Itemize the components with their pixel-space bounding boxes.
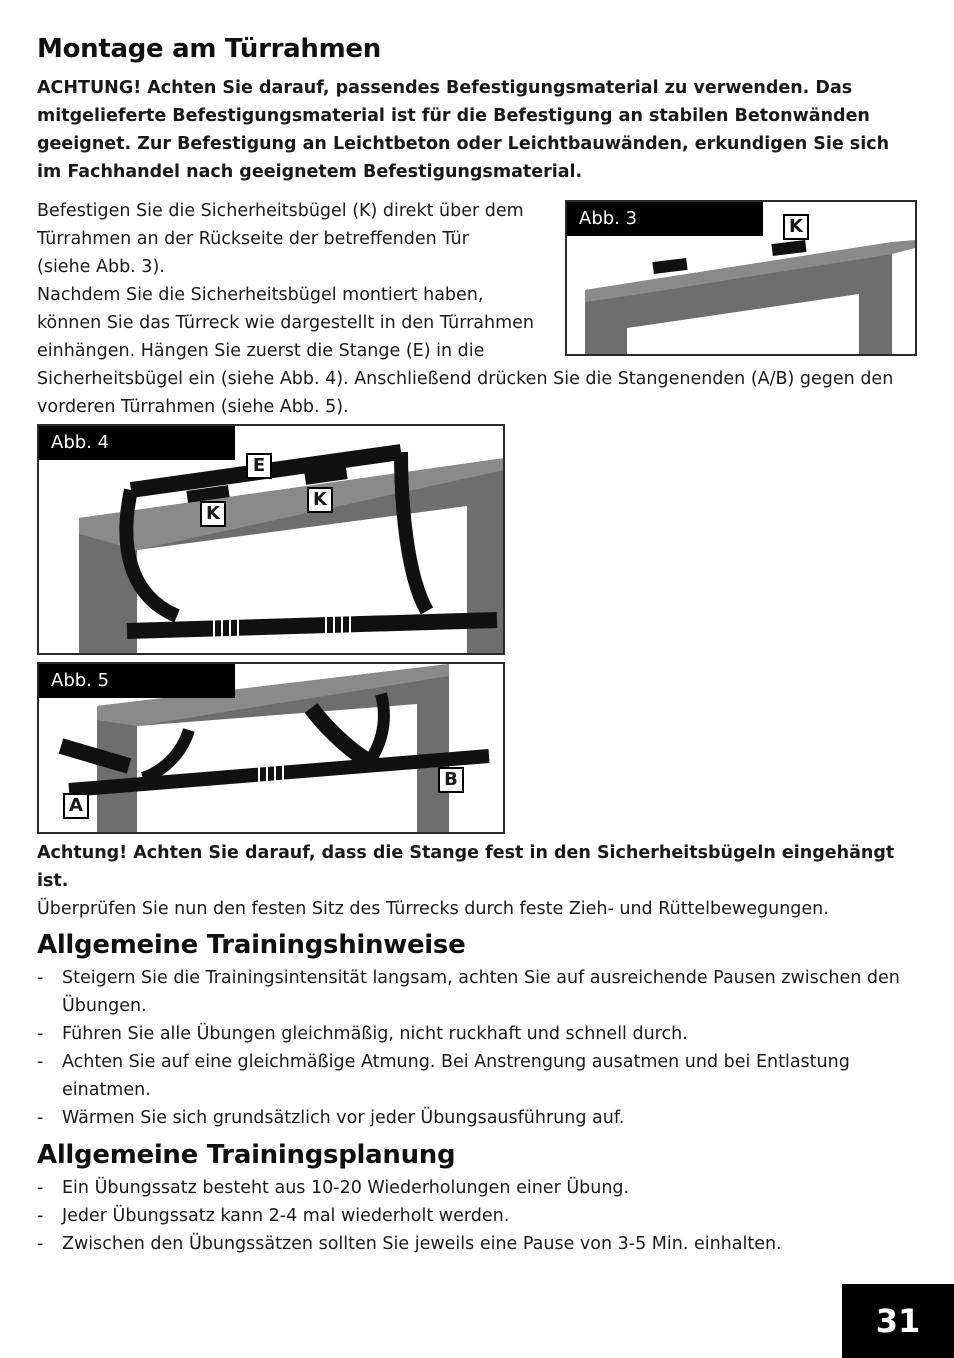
label-k: K xyxy=(200,501,226,527)
list-item: - Führen Sie alle Übungen gleichmäßig, nicht ruckhaft und schnell durch. xyxy=(37,1020,917,1048)
figure-4 xyxy=(37,424,505,655)
list-item: - Wärmen Sie sich grundsätzlich vor jeder Übungsausführung auf. xyxy=(37,1104,917,1132)
section-title-trainingsplanung: Allgemeine Trainingsplanung xyxy=(37,1140,456,1170)
mounting-instructions xyxy=(37,197,557,365)
list-item: - Jeder Übungssatz kann 2-4 mal wiederholt werden. xyxy=(37,1202,917,1230)
figure-label: Abb. 3 xyxy=(567,202,763,236)
figure-label: Abb. 5 xyxy=(39,664,235,698)
training-plan-list xyxy=(37,1174,917,1258)
section-title-trainingshinweise: Allgemeine Trainingshinweise xyxy=(37,930,466,960)
label-e: E xyxy=(246,453,272,479)
section-title-montage: Montage am Türrahmen xyxy=(37,34,381,64)
label-k: K xyxy=(307,487,333,513)
page-number: 31 xyxy=(842,1284,954,1358)
instruction-line: können Sie das Türreck wie dargestellt in den Türrahmen xyxy=(37,313,535,333)
instruction-line: Türrahmen an der Rückseite der betreffenden Tür xyxy=(37,229,469,249)
mounting-instructions-continued: Sicherheitsbügel ein (siehe Abb. 4). Anschließend drücken Sie die Stangenenden (A/B) gegen den vorderen Türrahmen (siehe Abb. 5). xyxy=(37,369,894,417)
instruction-line: einhängen. Hängen Sie zuerst die Stange (E) in die xyxy=(37,341,485,361)
instruction-line: Befestigen Sie die Sicherheitsbügel (K) direkt über dem xyxy=(37,201,524,221)
label-a: A xyxy=(63,793,89,819)
training-tips-list xyxy=(37,964,917,1132)
figure-5 xyxy=(37,662,505,834)
label-k: K xyxy=(783,214,809,240)
instruction-line: (siehe Abb. 3). xyxy=(37,257,165,277)
list-item: - Steigern Sie die Trainingsintensität langsam, achten Sie auf ausreichende Pausen zwischen den Übungen. xyxy=(37,964,917,1020)
mounting-warning: ACHTUNG! Achten Sie darauf, passendes Befestigungsmaterial zu verwenden. Das mitgelieferte Befestigungsmaterial ist für die Befestigung an stabilen Betonwänden geeignet. Zur Befestigung an Leichtbeton oder Leichtbauwänden, erkundigen Sie sich im Fachhandel nach geeignetem Befestigungsmaterial. xyxy=(37,78,890,182)
figure-3 xyxy=(565,200,917,356)
check-instruction: Überprüfen Sie nun den festen Sitz des Türrecks durch feste Zieh- und Rüttelbewegungen. xyxy=(37,899,829,919)
list-item: - Achten Sie auf eine gleichmäßige Atmung. Bei Anstrengung ausatmen und bei Entlastung einatmen. xyxy=(37,1048,917,1104)
list-item: - Zwischen den Übungssätzen sollten Sie jeweils eine Pause von 3-5 Min. einhalten. xyxy=(37,1230,917,1258)
hook-warning: Achtung! Achten Sie darauf, dass die Stange fest in den Sicherheitsbügeln eingehängt ist. xyxy=(37,843,895,891)
list-item: - Ein Übungssatz besteht aus 10-20 Wiederholungen einer Übung. xyxy=(37,1174,917,1202)
instruction-line: Nachdem Sie die Sicherheitsbügel montiert haben, xyxy=(37,285,484,305)
figure-label: Abb. 4 xyxy=(39,426,235,460)
label-b: B xyxy=(438,767,464,793)
